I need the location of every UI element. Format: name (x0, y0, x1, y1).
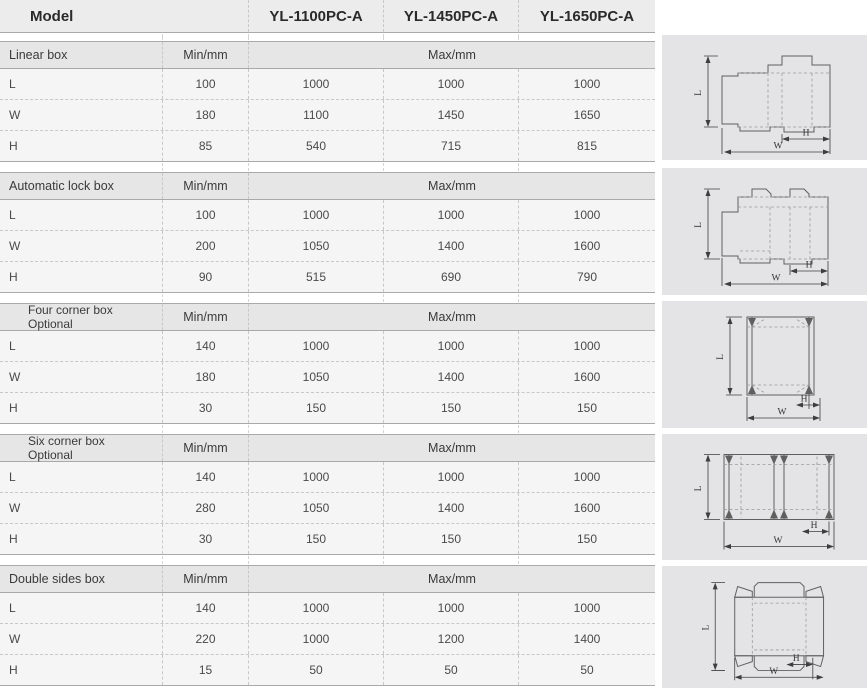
min-value: 100 (162, 200, 248, 230)
max-value: 715 (383, 131, 518, 161)
spec-row-w (0, 362, 655, 393)
max-value: 150 (383, 524, 518, 554)
double-sides-box-diagram (662, 566, 867, 688)
dimension-l (716, 317, 742, 395)
max-value: 1050 (248, 362, 383, 392)
divider-gap (0, 33, 655, 41)
row-label: H (9, 663, 18, 677)
column-tick (383, 34, 384, 40)
column-tick (383, 556, 384, 564)
column-tick (518, 556, 519, 564)
max-value: 1000 (518, 331, 655, 361)
spec-row-h (0, 524, 655, 555)
linear-box-diagram (662, 35, 867, 160)
row-label: L (9, 77, 16, 91)
min-value: 15 (162, 655, 248, 685)
dimension-l (694, 189, 720, 259)
section-six-corner-box (0, 434, 655, 555)
dimension-label-h: H (802, 128, 810, 139)
max-value: 150 (248, 524, 383, 554)
max-value: 50 (248, 655, 383, 685)
max-value: 1600 (518, 362, 655, 392)
divider-gap (0, 293, 655, 303)
column-tick (383, 163, 384, 171)
max-value: 1000 (518, 593, 655, 623)
spec-row-l (0, 462, 655, 493)
dimension-label-w: W (771, 273, 781, 284)
spec-row-w (0, 231, 655, 262)
max-value: 1050 (248, 493, 383, 523)
section-header-row (0, 303, 655, 331)
section-name-line2: Optional (28, 448, 73, 462)
dimension-label-l: L (694, 222, 704, 228)
max-value: 1000 (248, 624, 383, 654)
row-label: L (9, 470, 16, 484)
row-label: H (9, 401, 18, 415)
max-value: 1000 (248, 69, 383, 99)
spec-row-w (0, 100, 655, 131)
row-label: H (9, 270, 18, 284)
max-header: Max/mm (248, 42, 655, 68)
section-header-row (0, 565, 655, 593)
spec-row-l (0, 593, 655, 624)
box-outline (735, 583, 824, 671)
dimension-l (701, 583, 725, 671)
dimension-label-l: L (701, 624, 712, 631)
dimension-w (724, 522, 834, 550)
max-value: 1000 (518, 462, 655, 492)
section-header-row (0, 172, 655, 200)
diagram-panel-automatic-lock-box (662, 168, 867, 295)
spec-row-h (0, 262, 655, 293)
max-value: 690 (383, 262, 518, 292)
row-label: H (9, 139, 18, 153)
dimension-w (735, 658, 824, 680)
diagram-panel-linear-box (662, 35, 867, 160)
min-value: 200 (162, 231, 248, 261)
dimension-label-h: H (810, 521, 818, 531)
dimension-label-l: L (694, 485, 704, 492)
dimension-h (802, 521, 829, 536)
row-label: L (9, 208, 16, 222)
section-name-line1: Four corner box (28, 302, 113, 317)
divider-gap (0, 162, 655, 172)
column-tick (248, 556, 249, 564)
four-corner-box-diagram (662, 301, 867, 428)
max-value: 1650 (518, 100, 655, 130)
dimension-label-w: W (777, 407, 787, 418)
min-header: Min/mm (162, 42, 248, 68)
column-tick (248, 34, 249, 40)
dimension-label-h: H (805, 260, 813, 271)
column-header-yl1450: YL-1450PC-A (383, 0, 518, 32)
dimension-label-l: L (694, 90, 704, 96)
divider-gap (0, 424, 655, 434)
max-value: 815 (518, 131, 655, 161)
min-value: 280 (162, 493, 248, 523)
max-value: 1600 (518, 493, 655, 523)
min-value: 85 (162, 131, 248, 161)
section-name-line2: Optional (28, 317, 73, 331)
spec-row-l (0, 200, 655, 231)
box-outline (724, 455, 834, 520)
section-name (0, 435, 162, 461)
column-tick (162, 556, 163, 564)
min-value: 180 (162, 100, 248, 130)
automatic-lock-box-diagram (662, 168, 867, 295)
min-header: Min/mm (162, 304, 248, 330)
column-header-yl1100: YL-1100PC-A (248, 0, 383, 32)
max-value: 1050 (248, 231, 383, 261)
max-value: 515 (248, 262, 383, 292)
six-corner-box-diagram (662, 434, 867, 560)
column-tick (162, 294, 163, 302)
min-value: 220 (162, 624, 248, 654)
box-outline (722, 56, 830, 132)
min-header: Min/mm (162, 435, 248, 461)
min-value: 140 (162, 593, 248, 623)
max-value: 150 (518, 524, 655, 554)
section-four-corner-box (0, 303, 655, 424)
row-label: W (9, 370, 21, 384)
min-value: 90 (162, 262, 248, 292)
section-automatic-lock-box (0, 172, 655, 293)
column-tick (518, 34, 519, 40)
max-value: 150 (248, 393, 383, 423)
column-tick (383, 425, 384, 433)
max-header: Max/mm (248, 566, 655, 592)
dimension-label-w: W (769, 666, 779, 677)
max-value: 1000 (248, 462, 383, 492)
max-value: 150 (518, 393, 655, 423)
max-value: 1400 (383, 231, 518, 261)
row-label: W (9, 501, 21, 515)
column-tick (248, 425, 249, 433)
divider-gap (0, 555, 655, 565)
column-tick (518, 163, 519, 171)
max-value: 1000 (248, 331, 383, 361)
max-value: 1400 (383, 362, 518, 392)
max-value: 50 (518, 655, 655, 685)
min-value: 30 (162, 393, 248, 423)
section-name: Automatic lock box (9, 179, 114, 193)
max-header: Max/mm (248, 304, 655, 330)
column-tick (162, 425, 163, 433)
min-value: 100 (162, 69, 248, 99)
row-label: W (9, 632, 21, 646)
section-name (0, 304, 162, 330)
column-header-yl1650: YL-1650PC-A (518, 0, 655, 32)
max-value: 1100 (248, 100, 383, 130)
diagram-panel-four-corner-box (662, 301, 867, 428)
max-value: 1000 (248, 593, 383, 623)
column-tick (518, 425, 519, 433)
column-tick (248, 294, 249, 302)
max-value: 1000 (383, 462, 518, 492)
max-header: Max/mm (248, 173, 655, 199)
section-linear-box (0, 41, 655, 162)
row-label: L (9, 601, 16, 615)
dimension-label-w: W (773, 536, 783, 546)
dimension-label-l: L (716, 354, 726, 360)
max-value: 1000 (518, 200, 655, 230)
spec-row-w (0, 624, 655, 655)
row-label: H (9, 532, 18, 546)
spec-row-l (0, 331, 655, 362)
min-header: Min/mm (162, 173, 248, 199)
max-value: 790 (518, 262, 655, 292)
max-value: 150 (383, 393, 518, 423)
row-label: W (9, 239, 21, 253)
max-value: 1000 (383, 593, 518, 623)
box-outline (722, 189, 828, 264)
max-value: 1200 (383, 624, 518, 654)
section-header-row (0, 41, 655, 69)
column-tick (518, 294, 519, 302)
max-value: 1000 (383, 69, 518, 99)
diagram-panel-double-sides-box (662, 566, 867, 688)
diagram-panel-six-corner-box (662, 434, 867, 560)
max-value: 1400 (383, 493, 518, 523)
min-header: Min/mm (162, 566, 248, 592)
model-header: Model (30, 7, 74, 25)
spec-row-h (0, 655, 655, 686)
spec-row-w (0, 493, 655, 524)
max-value: 1000 (518, 69, 655, 99)
section-header-row (0, 434, 655, 462)
spec-row-l (0, 69, 655, 100)
spec-row-h (0, 131, 655, 162)
max-value: 1000 (383, 331, 518, 361)
spec-row-h (0, 393, 655, 424)
min-value: 180 (162, 362, 248, 392)
max-value: 1450 (383, 100, 518, 130)
column-tick (162, 163, 163, 171)
box-outline (747, 317, 814, 395)
min-value: 30 (162, 524, 248, 554)
max-value: 1600 (518, 231, 655, 261)
max-value: 540 (248, 131, 383, 161)
max-value: 1000 (248, 200, 383, 230)
column-tick (248, 163, 249, 171)
section-name: Linear box (9, 48, 68, 62)
dimension-l (694, 56, 718, 127)
min-value: 140 (162, 331, 248, 361)
row-label: W (9, 108, 21, 122)
section-double-sides-box (0, 565, 655, 686)
dimension-label-h: H (800, 394, 808, 405)
section-name: Double sides box (9, 572, 105, 586)
column-tick (383, 294, 384, 302)
row-label: L (9, 339, 16, 353)
min-value: 140 (162, 462, 248, 492)
dimension-label-w: W (773, 141, 783, 152)
section-name-line1: Six corner box (28, 433, 105, 448)
max-value: 1000 (383, 200, 518, 230)
dimension-l (694, 455, 720, 520)
max-value: 50 (383, 655, 518, 685)
dimension-h (786, 654, 812, 679)
table-header-row (0, 0, 655, 33)
dimension-label-h: H (792, 654, 800, 665)
max-value: 1400 (518, 624, 655, 654)
column-tick (162, 34, 163, 40)
max-header: Max/mm (248, 435, 655, 461)
